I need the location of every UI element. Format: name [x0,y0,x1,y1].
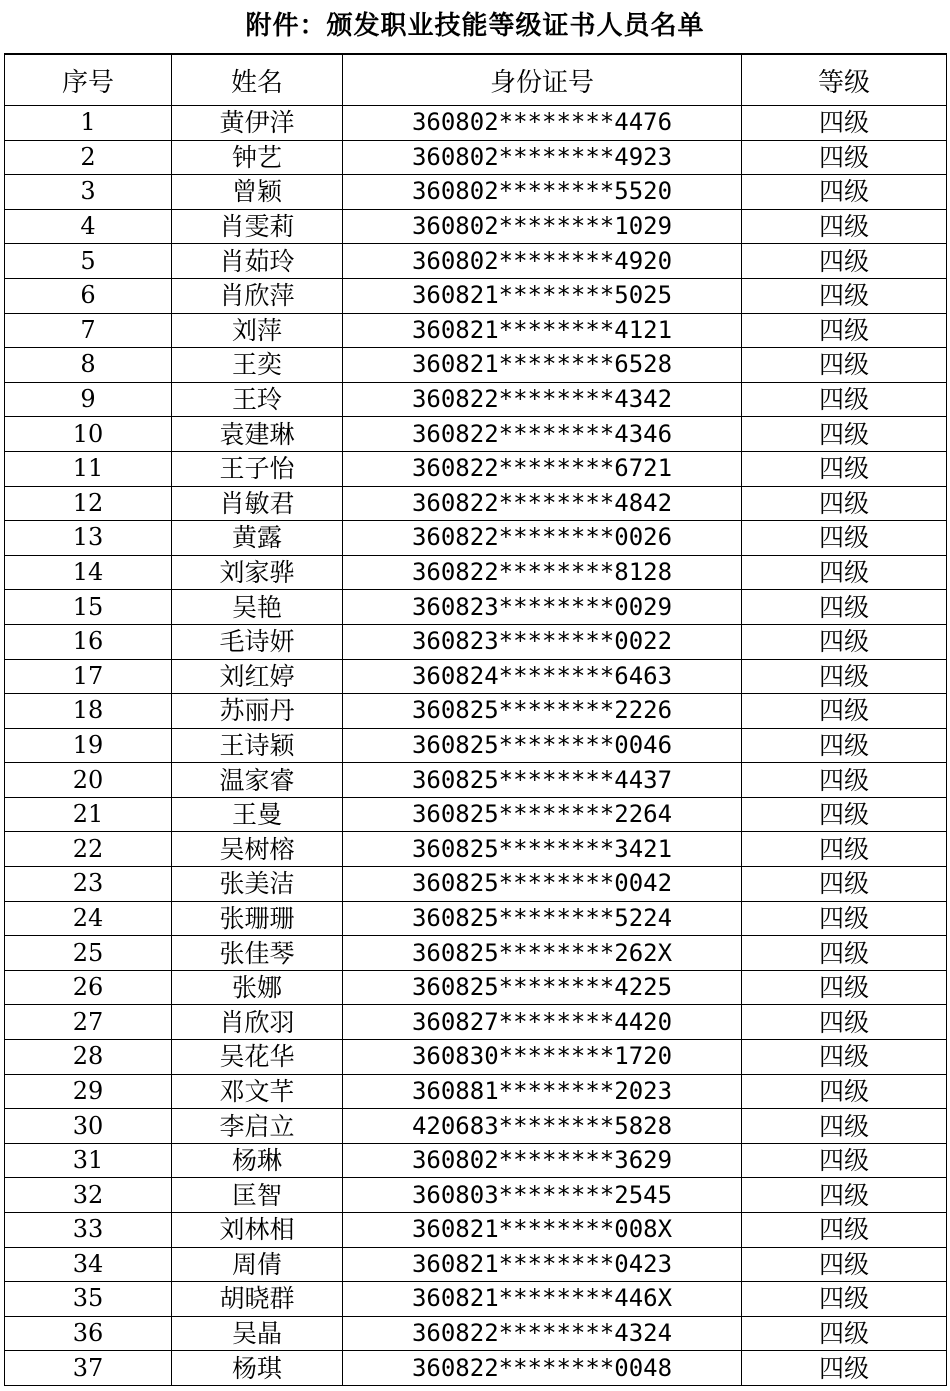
table-row [5,763,947,798]
cell-serial-number: 3 [5,175,172,210]
cell-level: 四级 [742,694,947,729]
cell-serial-number: 5 [5,244,172,279]
cell-name: 曾颖 [172,175,343,210]
cell-serial-number: 36 [5,1316,172,1351]
cell-name: 肖敏君 [172,486,343,521]
cell-id-number: 360802********1029 [343,209,742,244]
cell-serial-number: 31 [5,1143,172,1178]
cell-name: 杨琪 [172,1351,343,1386]
cell-serial-number: 27 [5,1005,172,1040]
cell-id-number: 360825********0042 [343,867,742,902]
cell-level: 四级 [742,1005,947,1040]
cell-serial-number: 35 [5,1282,172,1317]
cell-serial-number: 4 [5,209,172,244]
cell-name: 匡智 [172,1178,343,1213]
cell-level: 四级 [742,1351,947,1386]
cell-serial-number: 15 [5,590,172,625]
cell-level: 四级 [742,1178,947,1213]
cell-serial-number: 17 [5,659,172,694]
cell-serial-number: 37 [5,1351,172,1386]
cell-id-number: 360822********0026 [343,521,742,556]
cell-serial-number: 16 [5,624,172,659]
table-row [5,382,947,417]
cell-name: 张珊珊 [172,901,343,936]
cell-id-number: 360822********8128 [343,555,742,590]
cell-name: 刘家骅 [172,555,343,590]
cell-name: 肖茹玲 [172,244,343,279]
header-level: 等级 [742,54,947,106]
cell-serial-number: 11 [5,451,172,486]
cell-level: 四级 [742,175,947,210]
cell-serial-number: 32 [5,1178,172,1213]
cell-name: 张佳琴 [172,936,343,971]
table-row [5,1109,947,1144]
cell-name: 周倩 [172,1247,343,1282]
cell-level: 四级 [742,1247,947,1282]
cell-id-number: 360825********3421 [343,832,742,867]
table-row [5,1178,947,1213]
roster-table [4,53,947,1386]
cell-serial-number: 22 [5,832,172,867]
table-body [5,106,947,1386]
cell-name: 黄露 [172,521,343,556]
header-serial-number: 序号 [5,54,172,106]
cell-id-number: 360830********1720 [343,1040,742,1075]
cell-level: 四级 [742,1040,947,1075]
table-row [5,1143,947,1178]
table-row [5,244,947,279]
cell-serial-number: 8 [5,348,172,383]
table-row [5,1351,947,1386]
cell-level: 四级 [742,1282,947,1317]
cell-name: 肖欣萍 [172,278,343,313]
cell-serial-number: 29 [5,1074,172,1109]
cell-level: 四级 [742,590,947,625]
table-row [5,486,947,521]
cell-level: 四级 [742,278,947,313]
table-row [5,417,947,452]
cell-name: 王曼 [172,797,343,832]
cell-name: 刘林相 [172,1213,343,1248]
table-row [5,209,947,244]
cell-serial-number: 34 [5,1247,172,1282]
table-row [5,901,947,936]
table-row [5,1282,947,1317]
header-name: 姓名 [172,54,343,106]
table-row [5,936,947,971]
cell-level: 四级 [742,1316,947,1351]
cell-level: 四级 [742,209,947,244]
cell-serial-number: 25 [5,936,172,971]
cell-level: 四级 [742,728,947,763]
cell-level: 四级 [742,348,947,383]
table-row [5,521,947,556]
table-row [5,106,947,141]
cell-name: 钟艺 [172,140,343,175]
cell-name: 袁建琳 [172,417,343,452]
cell-serial-number: 20 [5,763,172,798]
table-row [5,1005,947,1040]
cell-id-number: 420683********5828 [343,1109,742,1144]
cell-serial-number: 19 [5,728,172,763]
cell-serial-number: 23 [5,867,172,902]
table-row [5,175,947,210]
table-row [5,348,947,383]
table-row [5,970,947,1005]
cell-level: 四级 [742,797,947,832]
cell-serial-number: 21 [5,797,172,832]
cell-level: 四级 [742,763,947,798]
cell-name: 张娜 [172,970,343,1005]
cell-id-number: 360825********0046 [343,728,742,763]
cell-level: 四级 [742,1074,947,1109]
cell-serial-number: 10 [5,417,172,452]
cell-id-number: 360825********4437 [343,763,742,798]
cell-serial-number: 26 [5,970,172,1005]
cell-serial-number: 2 [5,140,172,175]
cell-id-number: 360821********6528 [343,348,742,383]
cell-name: 黄伊洋 [172,106,343,141]
cell-serial-number: 24 [5,901,172,936]
cell-serial-number: 9 [5,382,172,417]
cell-level: 四级 [742,106,947,141]
cell-level: 四级 [742,313,947,348]
cell-name: 毛诗妍 [172,624,343,659]
table-row [5,832,947,867]
cell-id-number: 360803********2545 [343,1178,742,1213]
cell-id-number: 360821********446X [343,1282,742,1317]
cell-name: 肖雯莉 [172,209,343,244]
cell-serial-number: 1 [5,106,172,141]
table-row [5,1213,947,1248]
cell-id-number: 360825********2226 [343,694,742,729]
cell-name: 温家睿 [172,763,343,798]
cell-name: 苏丽丹 [172,694,343,729]
cell-level: 四级 [742,867,947,902]
cell-name: 吴晶 [172,1316,343,1351]
cell-name: 肖欣羽 [172,1005,343,1040]
cell-serial-number: 18 [5,694,172,729]
cell-name: 杨琳 [172,1143,343,1178]
cell-id-number: 360822********0048 [343,1351,742,1386]
cell-level: 四级 [742,1143,947,1178]
cell-level: 四级 [742,970,947,1005]
cell-level: 四级 [742,555,947,590]
header-row [5,54,947,106]
cell-level: 四级 [742,382,947,417]
cell-id-number: 360821********5025 [343,278,742,313]
table-row [5,694,947,729]
cell-level: 四级 [742,521,947,556]
cell-id-number: 360825********2264 [343,797,742,832]
cell-name: 刘红婷 [172,659,343,694]
cell-name: 李启立 [172,1109,343,1144]
cell-id-number: 360802********5520 [343,175,742,210]
cell-level: 四级 [742,1213,947,1248]
table-row [5,1247,947,1282]
cell-level: 四级 [742,901,947,936]
cell-serial-number: 6 [5,278,172,313]
cell-serial-number: 28 [5,1040,172,1075]
cell-level: 四级 [742,451,947,486]
table-row [5,1040,947,1075]
document-title: 附件：颁发职业技能等级证书人员名单 [245,11,705,41]
cell-name: 刘萍 [172,313,343,348]
cell-serial-number: 7 [5,313,172,348]
header-id-number: 身份证号 [343,54,742,106]
cell-serial-number: 33 [5,1213,172,1248]
cell-name: 吴树榕 [172,832,343,867]
table-row [5,797,947,832]
cell-level: 四级 [742,486,947,521]
cell-id-number: 360802********4923 [343,140,742,175]
cell-id-number: 360821********4121 [343,313,742,348]
cell-id-number: 360827********4420 [343,1005,742,1040]
cell-serial-number: 13 [5,521,172,556]
table-row [5,313,947,348]
cell-id-number: 360825********5224 [343,901,742,936]
table-row [5,140,947,175]
cell-id-number: 360824********6463 [343,659,742,694]
cell-id-number: 360822********4346 [343,417,742,452]
cell-id-number: 360802********3629 [343,1143,742,1178]
cell-name: 张美洁 [172,867,343,902]
cell-id-number: 360821********008X [343,1213,742,1248]
cell-level: 四级 [742,1109,947,1144]
cell-level: 四级 [742,936,947,971]
cell-id-number: 360822********4324 [343,1316,742,1351]
cell-level: 四级 [742,624,947,659]
table-row [5,867,947,902]
cell-level: 四级 [742,244,947,279]
cell-name: 邓文芊 [172,1074,343,1109]
cell-id-number: 360825********262X [343,936,742,971]
table-row [5,451,947,486]
cell-name: 吴花华 [172,1040,343,1075]
cell-id-number: 360823********0022 [343,624,742,659]
cell-id-number: 360821********0423 [343,1247,742,1282]
cell-id-number: 360825********4225 [343,970,742,1005]
cell-level: 四级 [742,832,947,867]
cell-serial-number: 12 [5,486,172,521]
cell-name: 吴艳 [172,590,343,625]
table-row [5,555,947,590]
table-row [5,590,947,625]
table-row [5,659,947,694]
cell-level: 四级 [742,140,947,175]
cell-name: 王奕 [172,348,343,383]
cell-name: 王诗颖 [172,728,343,763]
table-row [5,278,947,313]
cell-name: 胡晓群 [172,1282,343,1317]
cell-id-number: 360822********4342 [343,382,742,417]
cell-id-number: 360881********2023 [343,1074,742,1109]
cell-id-number: 360802********4920 [343,244,742,279]
cell-name: 王玲 [172,382,343,417]
table-row [5,1316,947,1351]
table-row [5,624,947,659]
cell-id-number: 360802********4476 [343,106,742,141]
cell-level: 四级 [742,659,947,694]
cell-id-number: 360822********6721 [343,451,742,486]
table-header [5,54,947,106]
cell-serial-number: 14 [5,555,172,590]
cell-name: 王子怡 [172,451,343,486]
table-row [5,1074,947,1109]
cell-level: 四级 [742,417,947,452]
cell-id-number: 360823********0029 [343,590,742,625]
cell-serial-number: 30 [5,1109,172,1144]
cell-id-number: 360822********4842 [343,486,742,521]
table-row [5,728,947,763]
